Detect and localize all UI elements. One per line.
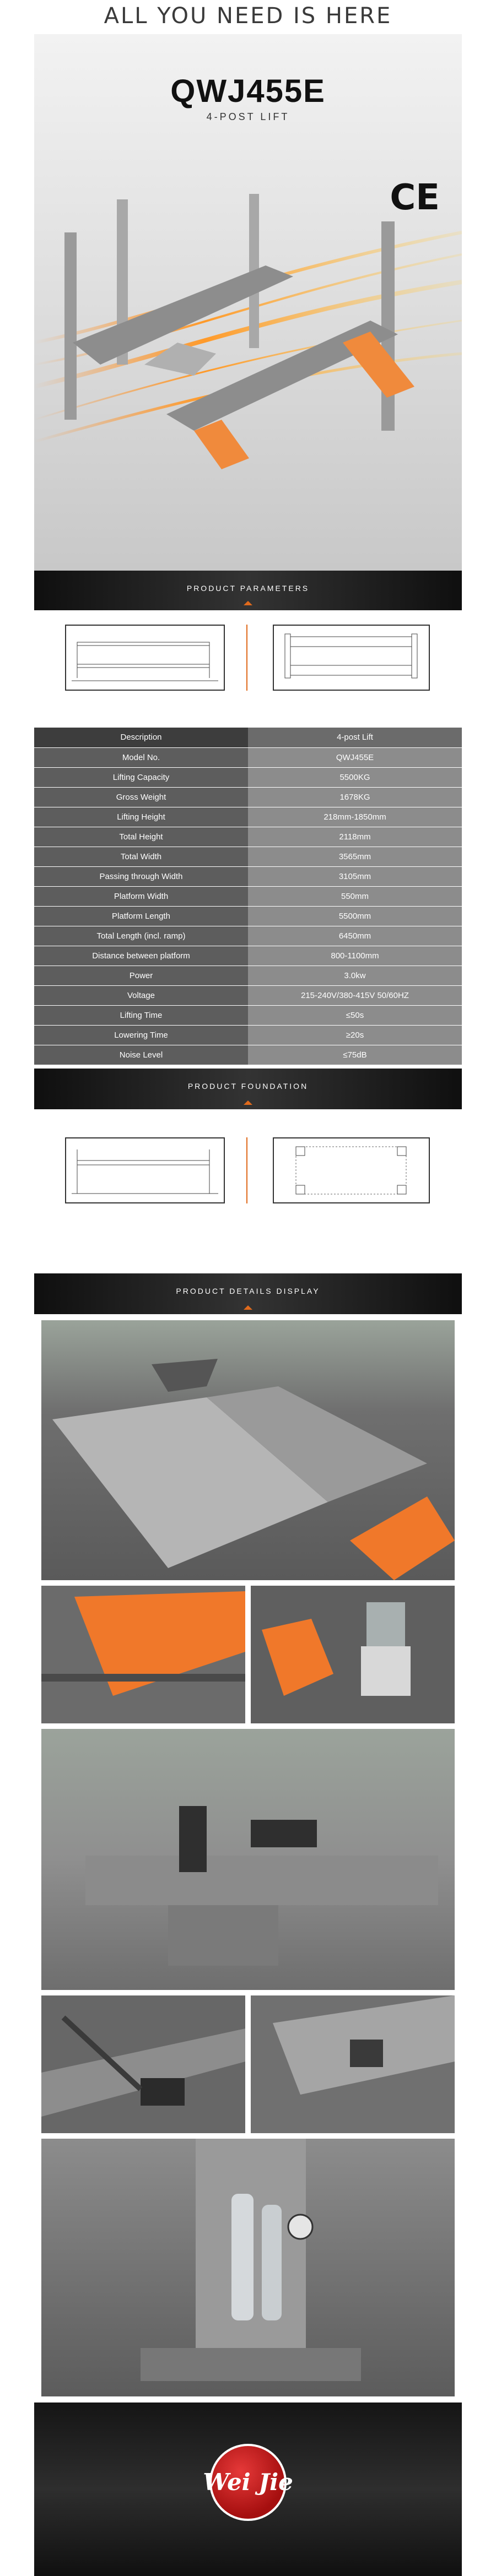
- spec-row: [34, 966, 462, 985]
- spec-value: 6450mm: [248, 926, 462, 946]
- photo-jack-beam: [40, 1727, 456, 1992]
- spec-table: [34, 728, 462, 1065]
- spec-key: Platform Length: [34, 906, 248, 926]
- spec-row: [34, 767, 462, 787]
- side-view-sketch: [66, 626, 224, 690]
- spec-key: Lifting Time: [34, 1005, 248, 1025]
- foundation-plan-sketch: [274, 1138, 429, 1202]
- spec-value: ≥20s: [248, 1025, 462, 1045]
- spec-key: Power: [34, 966, 248, 985]
- band-accent-marker: [244, 1100, 252, 1105]
- spec-key: Platform Width: [34, 886, 248, 906]
- jack-beam-illustration: [41, 1729, 455, 1990]
- spec-key: Description: [34, 728, 248, 747]
- spec-value: 4-post Lift: [248, 728, 462, 747]
- lock-detail-illustration: [251, 1995, 455, 2133]
- spec-value: 3.0kw: [248, 966, 462, 985]
- spec-value: 3105mm: [248, 866, 462, 886]
- spec-value: ≤75dB: [248, 1045, 462, 1065]
- hydraulic-unit-illustration: [251, 1586, 455, 1723]
- air-filter-illustration: [41, 2139, 455, 2396]
- spec-key: Lifting Capacity: [34, 767, 248, 787]
- spec-row: [34, 827, 462, 847]
- details-heading: PRODUCT DETAILS DISPLAY: [176, 1287, 320, 1295]
- spec-key: Voltage: [34, 985, 248, 1005]
- spec-row: [34, 1005, 462, 1025]
- foundation-side-drawing: [65, 1137, 225, 1203]
- spec-row: [34, 946, 462, 966]
- spec-value: ≤50s: [248, 1005, 462, 1025]
- top-view-sketch: [274, 626, 429, 690]
- spec-row: [34, 985, 462, 1005]
- model-subtitle: 4-POST LIFT: [206, 111, 290, 122]
- photo-hydraulic-unit: [249, 1584, 456, 1725]
- spec-key: Distance between platform: [34, 946, 248, 966]
- photo-jack-mechanism: [40, 1994, 247, 2135]
- brand-logo-text: Wei Jie: [203, 2469, 293, 2496]
- spec-value: 550mm: [248, 886, 462, 906]
- hero-banner: [34, 34, 462, 571]
- spec-value: 215-240V/380-415V 50/60HZ: [248, 985, 462, 1005]
- top-view-drawing: [273, 625, 430, 691]
- jack-mechanism-illustration: [41, 1995, 245, 2133]
- spec-row: [34, 886, 462, 906]
- spec-row: [34, 807, 462, 827]
- spec-value: 218mm-1850mm: [248, 807, 462, 827]
- spec-key: Total Width: [34, 847, 248, 866]
- page-headline: ALL YOU NEED IS HERE: [104, 3, 392, 29]
- spec-row: [34, 747, 462, 767]
- spec-value: 5500mm: [248, 906, 462, 926]
- band-accent-marker: [244, 601, 252, 605]
- spec-key: Lifting Height: [34, 807, 248, 827]
- spec-row: [34, 728, 462, 747]
- side-view-drawing: [65, 625, 225, 691]
- drawing-divider: [246, 1137, 247, 1203]
- details-band: [34, 1273, 462, 1314]
- spec-value: 3565mm: [248, 847, 462, 866]
- foundation-heading: PRODUCT FOUNDATION: [187, 1082, 309, 1091]
- spec-row: [34, 1025, 462, 1045]
- spec-key: Total Height: [34, 827, 248, 847]
- photo-lock-detail: [249, 1994, 456, 2135]
- ce-mark: CE: [390, 177, 440, 218]
- parameters-band: [34, 571, 462, 610]
- foundation-side-sketch: [66, 1138, 224, 1202]
- spec-key: Passing through Width: [34, 866, 248, 886]
- spec-row: [34, 906, 462, 926]
- spec-key: Lowering Time: [34, 1025, 248, 1045]
- spec-row: [34, 1045, 462, 1065]
- ramp-left-illustration: [41, 1586, 245, 1723]
- parameters-heading: PRODUCT PARAMETERS: [186, 584, 310, 593]
- foundation-plan-drawing: [273, 1137, 430, 1203]
- spec-key: Model No.: [34, 747, 248, 767]
- foundation-band: [34, 1069, 462, 1109]
- spec-value: 1678KG: [248, 787, 462, 807]
- spec-value: 5500KG: [248, 767, 462, 787]
- spec-key: Gross Weight: [34, 787, 248, 807]
- spec-value: 800-1100mm: [248, 946, 462, 966]
- brand-footer: [34, 2403, 462, 2576]
- spec-row: [34, 866, 462, 886]
- spec-key: Noise Level: [34, 1045, 248, 1065]
- spec-key: Total Length (incl. ramp): [34, 926, 248, 946]
- platform-photo-illustration: [41, 1320, 455, 1580]
- spec-value: 2118mm: [248, 827, 462, 847]
- lift-hero-illustration: [34, 34, 462, 571]
- band-accent-marker: [244, 1305, 252, 1310]
- spec-row: [34, 787, 462, 807]
- spec-value: QWJ455E: [248, 747, 462, 767]
- photo-air-filter: [40, 2137, 456, 2398]
- model-title: QWJ455E: [170, 73, 326, 109]
- spec-row: [34, 847, 462, 866]
- drawing-divider: [246, 625, 247, 691]
- spec-row: [34, 926, 462, 946]
- photo-ramp-left: [40, 1584, 247, 1725]
- photo-platform-overview: [40, 1319, 456, 1582]
